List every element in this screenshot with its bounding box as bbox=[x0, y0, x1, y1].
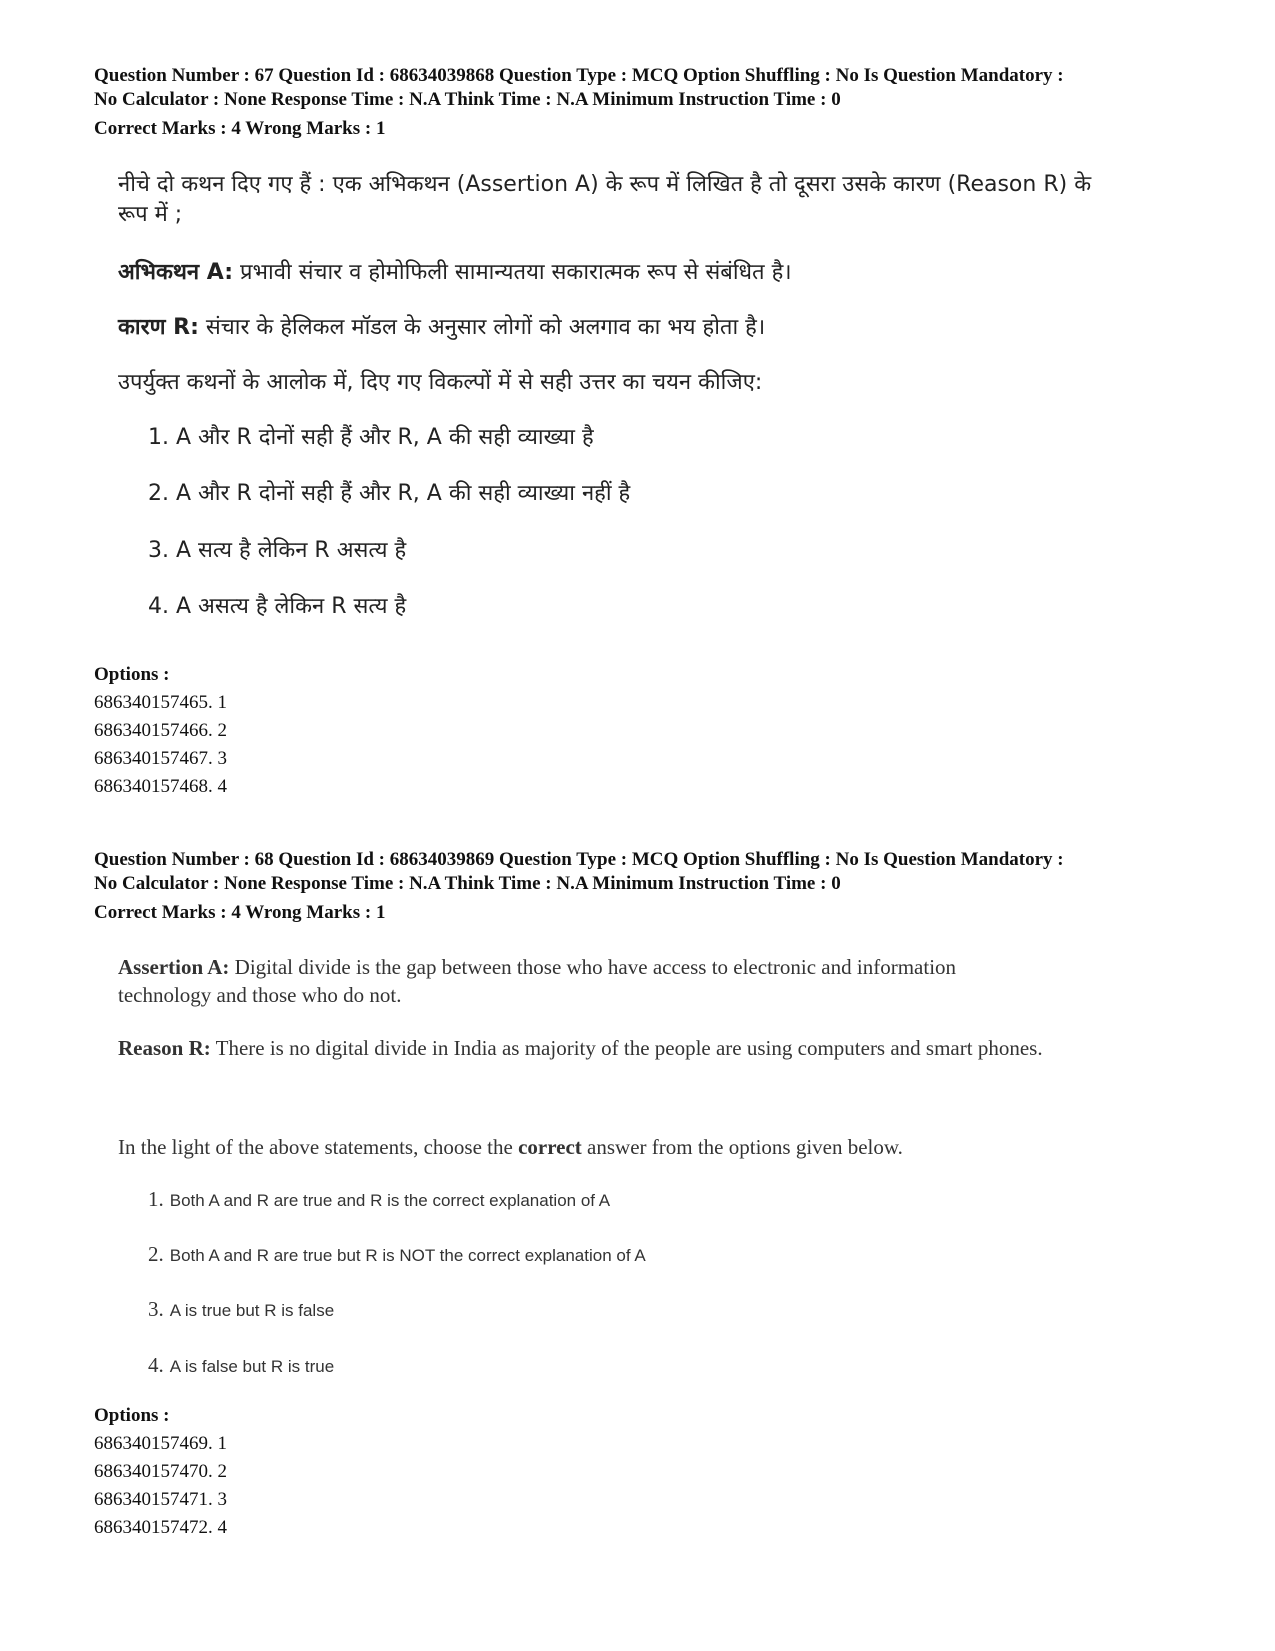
q67-header bbox=[94, 64, 1214, 141]
q67-option-1: 686340157465. 1 bbox=[94, 692, 227, 713]
q67-assertion bbox=[118, 258, 1198, 288]
q68-assertion-text: Digital divide is the gap between those who have access to electronic and information bbox=[229, 955, 957, 979]
q68-assertion-label: Assertion A: bbox=[118, 955, 230, 979]
q67-header-line1: Question Number : 67 Question Id : 68634039868 Question Type : MCQ Option Shuffling : No Is Question Mandatory : bbox=[94, 65, 1064, 86]
q68-assertion-text2: technology and those who do not. bbox=[118, 983, 402, 1007]
q68-choice-2 bbox=[148, 1241, 646, 1270]
q67-option-3: 686340157467. 3 bbox=[94, 748, 227, 769]
q67-options-title: Options : bbox=[94, 664, 170, 685]
q67-assertion-text: प्रभावी संचार व होमोफिली सामान्यतया सकारात्मक रूप से संबंधित है। bbox=[233, 260, 792, 285]
q67-intro bbox=[118, 170, 1198, 230]
q67-choice-3: 3. A सत्य है लेकिन R असत्य है bbox=[148, 538, 407, 563]
q67-reason-text: संचार के हेलिकल मॉडल के अनुसार लोगों को अलगाव का भय होता है। bbox=[198, 315, 766, 340]
q68-choice-4 bbox=[148, 1352, 334, 1381]
q67-header-line2: No Calculator : None Response Time : N.A Think Time : N.A Minimum Instruction Time : 0 bbox=[94, 89, 841, 110]
q68-choice-4-text: A is false but R is true bbox=[169, 1357, 335, 1376]
q68-reason-label: Reason R: bbox=[118, 1036, 211, 1060]
q68-choice-1-text: Both A and R are true and R is the correct explanation of A bbox=[169, 1191, 611, 1210]
q68-option-2: 686340157470. 2 bbox=[94, 1461, 227, 1482]
q67-choice-2: 2. A और R दोनों सही हैं और R, A की सही व्याख्या नहीं है bbox=[148, 481, 631, 506]
q68-marks: Correct Marks : 4 Wrong Marks : 1 bbox=[94, 902, 386, 923]
q68-choice-3-num: 3. bbox=[148, 1297, 164, 1321]
q68-choice-1-num: 1. bbox=[148, 1187, 164, 1211]
q67-choice-4: 4. A असत्य है लेकिन R सत्य है bbox=[148, 594, 407, 619]
q68-option-1: 686340157469. 1 bbox=[94, 1433, 227, 1454]
q68-choice-4-num: 4. bbox=[148, 1353, 164, 1377]
q68-choice-2-num: 2. bbox=[148, 1242, 164, 1266]
q67-intro-line2: रूप में ; bbox=[118, 202, 183, 227]
q68-option-3: 686340157471. 3 bbox=[94, 1489, 227, 1510]
q68-choice-2-text: Both A and R are true but R is NOT the correct explanation of A bbox=[169, 1246, 646, 1265]
q68-header-line1: Question Number : 68 Question Id : 68634039869 Question Type : MCQ Option Shuffling : No Is Question Mandatory : bbox=[94, 849, 1064, 870]
q68-choice-3-text: A is true but R is false bbox=[169, 1301, 335, 1320]
q67-reason bbox=[118, 313, 1198, 343]
q68-header bbox=[94, 848, 1214, 925]
q68-reason bbox=[118, 1034, 1198, 1062]
q67-option-2: 686340157466. 2 bbox=[94, 720, 227, 741]
q67-choice-1: 1. A और R दोनों सही हैं और R, A की सही व्याख्या है bbox=[148, 425, 594, 450]
q68-header-line2: No Calculator : None Response Time : N.A Think Time : N.A Minimum Instruction Time : 0 bbox=[94, 873, 841, 894]
q67-instruction: उपर्युक्त कथनों के आलोक में, दिए गए विकल्पों में से सही उत्तर का चयन कीजिए: bbox=[118, 370, 763, 395]
q68-instruction bbox=[118, 1133, 1198, 1161]
q68-instruction-pre: In the light of the above statements, choose the bbox=[118, 1135, 519, 1159]
q67-assertion-label: अभिकथन A: bbox=[118, 260, 234, 285]
q67-intro-line1: नीचे दो कथन दिए गए हैं : एक अभिकथन (Assertion A) के रूप में लिखित है तो दूसरा उसके कारण (Reason R) के bbox=[118, 172, 1092, 197]
q68-choice-3 bbox=[148, 1296, 334, 1325]
q67-option-4: 686340157468. 4 bbox=[94, 776, 227, 797]
q68-instruction-post: answer from the options given below. bbox=[581, 1135, 903, 1159]
q68-reason-text: There is no digital divide in India as majority of the people are using computers and smart phones. bbox=[210, 1036, 1043, 1060]
q68-option-4: 686340157472. 4 bbox=[94, 1517, 227, 1538]
q68-instruction-bold: correct bbox=[518, 1135, 582, 1159]
q67-marks: Correct Marks : 4 Wrong Marks : 1 bbox=[94, 118, 386, 139]
q68-choice-1 bbox=[148, 1186, 610, 1215]
q67-reason-label: कारण R: bbox=[118, 315, 199, 340]
q68-assertion bbox=[118, 953, 1198, 1009]
q68-options-title: Options : bbox=[94, 1405, 170, 1426]
